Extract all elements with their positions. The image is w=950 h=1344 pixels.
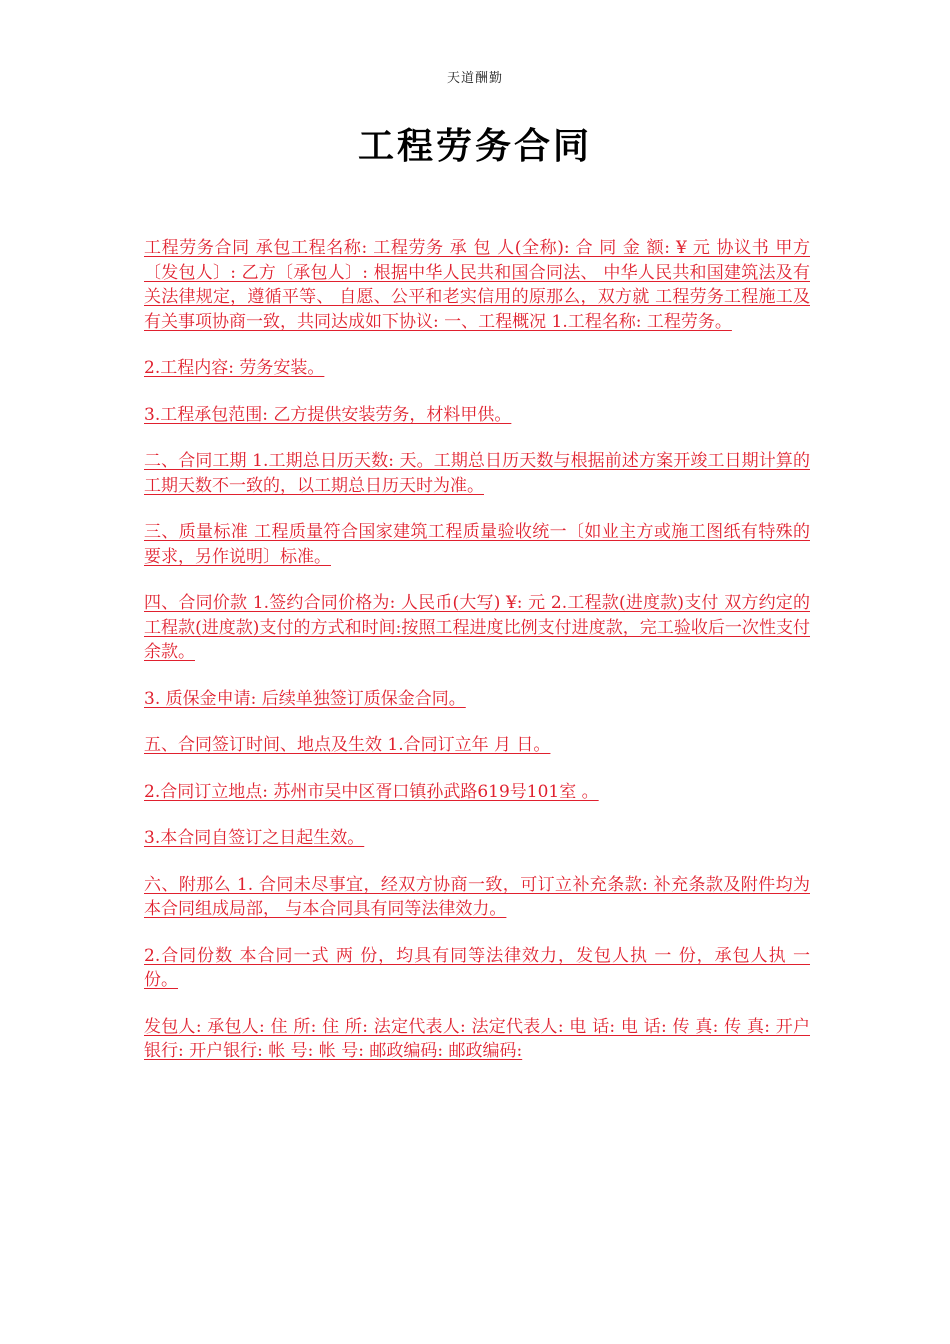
paragraph-text: 2.合同份数 本合同一式 两 份，均具有同等法律效力，发包人执 一 份，承包人执 一 份。	[144, 945, 810, 990]
paragraph-text: 三、质量标准 工程质量符合国家建筑工程质量验收统一〔如业主方或施工图纸有特殊的要求，另作说明〕标准。	[144, 522, 810, 567]
paragraph-warranty	[144, 687, 810, 712]
paragraph-contract-period	[144, 449, 810, 498]
paragraph-contract-price	[144, 591, 810, 665]
paragraph-text: 五、合同签订时间、地点及生效 1.合同订立年 月 日。	[144, 735, 551, 755]
paragraph-work-content	[144, 356, 810, 381]
paragraph-text: 六、附那么 1. 合同未尽事宜，经双方协商一致，可订立补充条款: 补充条款及附件均为本合同组成局部， 与本合同具有同等法律效力。	[144, 874, 810, 919]
paragraph-party-info	[144, 1015, 810, 1064]
paragraph-text: 3. 质保金申请: 后续单独签订质保金合同。	[144, 688, 466, 709]
paragraph-supplementary	[144, 873, 810, 922]
paragraph-text: 3.工程承包范围: 乙方提供安装劳务，材料甲供。	[144, 404, 512, 425]
paragraph-work-scope	[144, 403, 810, 428]
page-header: 天道酬勤	[446, 71, 503, 86]
paragraph-effective	[144, 826, 810, 851]
paragraph-signing-place	[144, 780, 810, 805]
paragraph-text: 发包人: 承包人: 住 所: 住 所: 法定代表人: 法定代表人: 电 话: 电 话: 传 真: 传 真: 开户银行: 开户银行: 帐 号: 帐 号: 邮政编码: 邮政编码:	[144, 1016, 810, 1061]
paragraph-text: 工程劳务合同 承包工程名称: 工程劳务 承 包 人(全称): 合 同 金 额: ¥ 元 协议书 甲方〔发包人〕: 乙方〔承包人〕: 根据中华人民共和国合同法、 中华人民共和国建筑法及有关法律规定，遵循平等、 自愿、公平和老实信用的原那么，双方就 工程劳务工程施工及有关事项协商一致，共同达成如下协议: 一、工程概况 1.工程名称: 工程劳务。	[144, 238, 810, 332]
paragraph-text: 2.合同订立地点: 苏州市吴中区胥口镇孙武路619号101室 。	[144, 781, 599, 802]
paragraph-text: 2.工程内容: 劳务安装。	[144, 358, 325, 378]
paragraph-signing-time	[144, 733, 810, 758]
document-title: 工程劳务合同	[357, 126, 592, 167]
paragraph-text: 四、合同价款 1.签约合同价格为: 人民币(大写) ¥: 元 2.工程款(进度款)支付 双方约定的工程款(进度款)支付的方式和时间:按照工程进度比例支付进度款，完工验收后一次性支付余款。	[144, 593, 810, 662]
document-body	[144, 236, 810, 1086]
paragraph-quality-standard	[144, 520, 810, 569]
paragraph-text: 3.本合同自签订之日起生效。	[144, 828, 365, 848]
paragraph-copies	[144, 944, 810, 993]
paragraph-text: 二、合同工期 1.工期总日历天数: 天。工期总日历天数与根据前述方案开竣工日期计算的工期天数不一致的，以工期总日历天时为准。	[144, 451, 810, 496]
paragraph-intro	[144, 236, 810, 334]
